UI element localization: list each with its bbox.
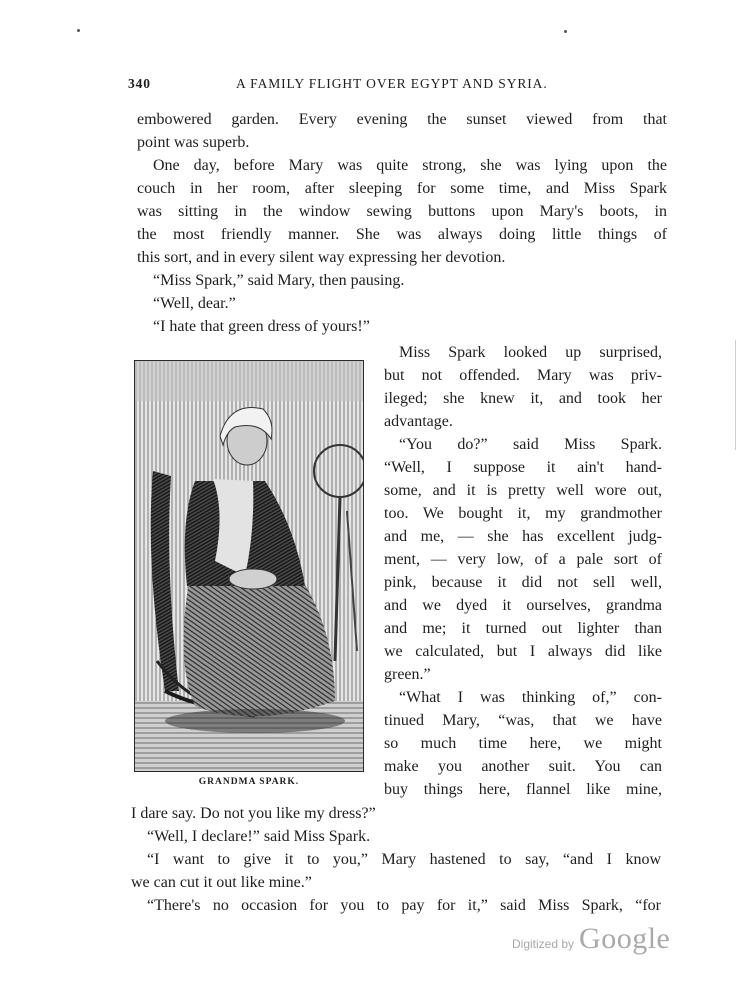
text-line: some, and it is pretty well wore out, — [384, 482, 662, 499]
watermark-small-text: Digitized by — [512, 937, 575, 951]
text-line: “Well, dear.” — [153, 295, 236, 312]
text-line: so much time here, we might — [384, 735, 662, 752]
text-line: tinued Mary, “was, that we have — [384, 712, 662, 729]
text-line: “Miss Spark,” said Mary, then pausing. — [153, 272, 405, 289]
text-line: One day, before Mary was quite strong, she was lying upon the — [153, 157, 667, 174]
text-line: “There's no occasion for you to pay for it,” said Miss Spark, “for — [147, 897, 661, 914]
scan-speck — [564, 30, 567, 33]
seated-woman-engraving-icon — [135, 361, 363, 771]
text-line: “Well, I suppose it ain't hand- — [384, 459, 662, 476]
text-line: “You do?” said Miss Spark. — [399, 436, 662, 453]
text-line: and we dyed it ourselves, grandma — [384, 597, 662, 614]
text-line: advantage. — [384, 413, 453, 430]
engraving-illustration — [134, 360, 364, 772]
running-header — [128, 76, 664, 98]
page-edge-line — [735, 340, 736, 450]
google-logo: Google — [579, 922, 671, 955]
digitized-watermark — [512, 922, 670, 956]
text-line: ment, — very low, of a pale sort of — [384, 551, 662, 568]
figure-caption: GRANDMA SPARK. — [198, 777, 300, 787]
text-line: ileged; she knew it, and took her — [384, 390, 662, 407]
text-line: the most friendly manner. She was always doing little things of — [137, 226, 667, 243]
text-line: this sort, and in every silent way expressing her devotion. — [137, 249, 506, 266]
text-line: was sitting in the window sewing buttons upon Mary's boots, in — [137, 203, 667, 220]
text-line: we can cut it out like mine.” — [131, 874, 312, 891]
running-title: A FAMILY FLIGHT OVER EGYPT AND SYRIA. — [236, 76, 548, 91]
text-line: make you another suit. You can — [384, 758, 662, 775]
text-line: Miss Spark looked up surprised, — [399, 344, 662, 361]
scan-speck — [77, 29, 80, 32]
text-line: too. We bought it, my grandmother — [384, 505, 662, 522]
text-line: buy things here, flannel like mine, — [384, 781, 662, 798]
text-line: embowered garden. Every evening the sunset viewed from that — [137, 111, 667, 128]
text-line: and me; it turned out lighter than — [384, 620, 662, 637]
text-line: “Well, I declare!” said Miss Spark. — [147, 828, 371, 845]
page-number: 340 — [128, 76, 151, 91]
text-line: pink, because it did not sell well, — [384, 574, 662, 591]
text-line: “I hate that green dress of yours!” — [153, 318, 370, 335]
text-line: we calculated, but I always did like — [384, 643, 662, 660]
text-line: couch in her room, after sleeping for some time, and Miss Spark — [137, 180, 667, 197]
text-line: and me, — she has excellent judg- — [384, 528, 662, 545]
text-line: green.” — [384, 666, 431, 683]
text-line: I dare say. Do not you like my dress?” — [131, 805, 376, 822]
text-line: but not offended. Mary was priv- — [384, 367, 662, 384]
text-line: point was superb. — [137, 134, 250, 151]
text-line: “What I was thinking of,” con- — [399, 689, 662, 706]
text-line: “I want to give it to you,” Mary hastened to say, “and I know — [147, 851, 661, 868]
